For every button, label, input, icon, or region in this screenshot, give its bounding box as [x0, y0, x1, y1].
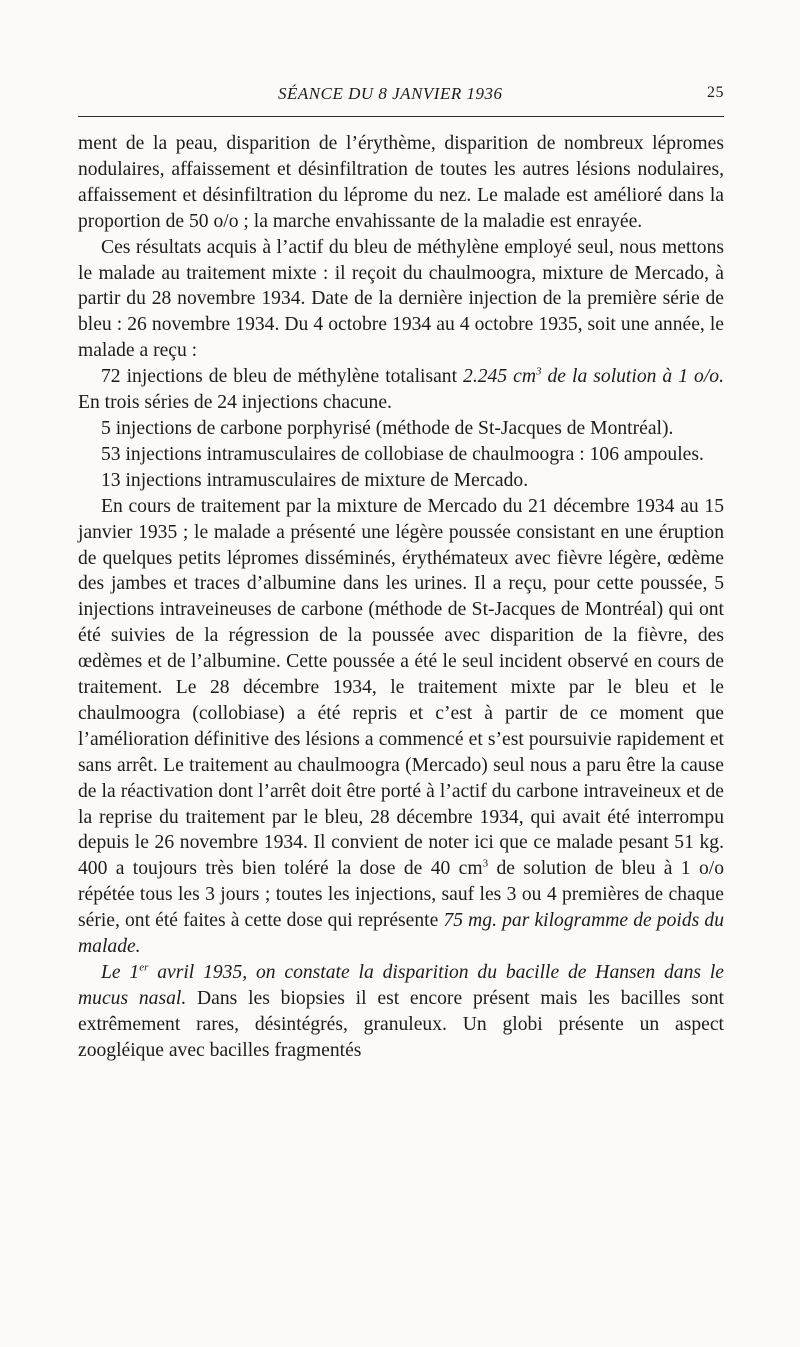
page — [78, 82, 724, 1064]
paragraph — [78, 235, 724, 365]
text-run: En cours de traitement par la mixture de Mercado du 21 décembre 1934 au 15 janvier 1935 ; le malade a présenté une légère poussée consistant en une éruption de quelques petits lépromes disséminés, érythémateux avec fièvre légère, œdème des jambes et traces d’albumine dans les urines. Il a reçu, pour cette poussée, 5 injections intraveineuses de carbone (méthode de St-Jacques de Montréal) qui ont été suivies de la régression de la poussée avec disparition de la fièvre, des œdèmes et de l’albumine. Cette poussée a été le seul incident observé en cours de traitement. Le 28 décembre 1934, le traitement mixte par le bleu et le chaulmoogra (collobiase) a été repris et c’est à partir de ce moment que l’amélioration définitive des lésions a commencé et s’est poursuivie rapidement et sans arrêt. Le traitement au chaulmoogra (Mercado) seul nous a paru être la cause de la réactivation dont l’arrêt doit être porté à l’actif du carbone intraveineux et de la reprise du traitement par le bleu, 28 décembre 1934, qui avait été interrompu depuis le 26 novembre 1934. Il convient de noter ici que ce malade pesant 51 kg. 400 a toujours très bien toléré la dose de 40 cm — [78, 495, 724, 880]
paragraph — [78, 494, 724, 960]
text-run: 53 injections intramusculaires de collobiase de chaulmoogra : 106 ampoules. — [101, 443, 704, 465]
body-text — [78, 131, 724, 1064]
text-run: 2.245 cm — [463, 366, 536, 388]
running-head — [78, 82, 724, 108]
text-run: 5 injections de carbone porphyrisé (méthode de St-Jacques de Montréal). — [101, 417, 674, 439]
text-run: avril 1935, on constate la disparition du bacille de Hansen dans le mucus nasal. — [78, 962, 724, 1009]
paragraph — [78, 960, 724, 1064]
page-number: 25 — [707, 84, 724, 101]
text-run: 75 mg. par kilogramme de poids du malade. — [78, 910, 724, 958]
text-run: Dans les biopsies il est encore présent mais les bacilles sont extrêmement rares, désintégrés, granuleux. Un globi présente un aspect zoogléique avec bacilles fragmentés — [78, 987, 724, 1061]
paragraph — [78, 131, 724, 235]
paragraph — [78, 468, 724, 494]
text-run: 72 injections de bleu de méthylène totalisant — [101, 366, 464, 388]
running-head-title: SÉANCE DU 8 JANVIER 1936 — [278, 84, 503, 103]
text-run: En trois séries de 24 injections chacune. — [78, 392, 392, 414]
text-run: ment de la peau, disparition de l’érythème, disparition de nombreux lépromes nodulaires, affaissement et désinfiltration de toutes les autres lésions nodulaires, affaissement et désinfiltration du léprome du nez. Le malade est amélioré dans la proportion de 50 o/o ; la marche envahissante de la maladie est enrayée. — [78, 133, 724, 232]
text-run: er — [139, 961, 149, 974]
text-run: de la solution à 1 o/o. — [541, 366, 724, 388]
text-run: Le 1 — [101, 962, 140, 983]
paragraph — [78, 364, 724, 416]
text-run: 3 — [482, 857, 489, 870]
text-run: Ces résultats acquis à l’actif du bleu de méthylène employé seul, nous mettons le malade au traitement mixte : il reçoit du chaulmoogra, mixture de Mercado, à partir du 28 novembre 1934. Date de la dernière injection de la première série de bleu : 26 novembre 1934. Du 4 octobre 1934 au 4 octobre 1935, soit une année, le malade a reçu : — [78, 236, 724, 362]
header-rule — [78, 116, 724, 117]
text-run: de solution de bleu à 1 o/o répétée tous les 3 jours ; toutes les injections, sauf les 3 ou 4 premières de chaque série, ont été faites à cette dose qui représente — [78, 858, 724, 932]
text-run: 13 injections intramusculaires de mixture de Mercado. — [101, 469, 529, 491]
paragraph — [78, 442, 724, 468]
paragraph — [78, 416, 724, 442]
text-run: 3 — [536, 365, 542, 378]
